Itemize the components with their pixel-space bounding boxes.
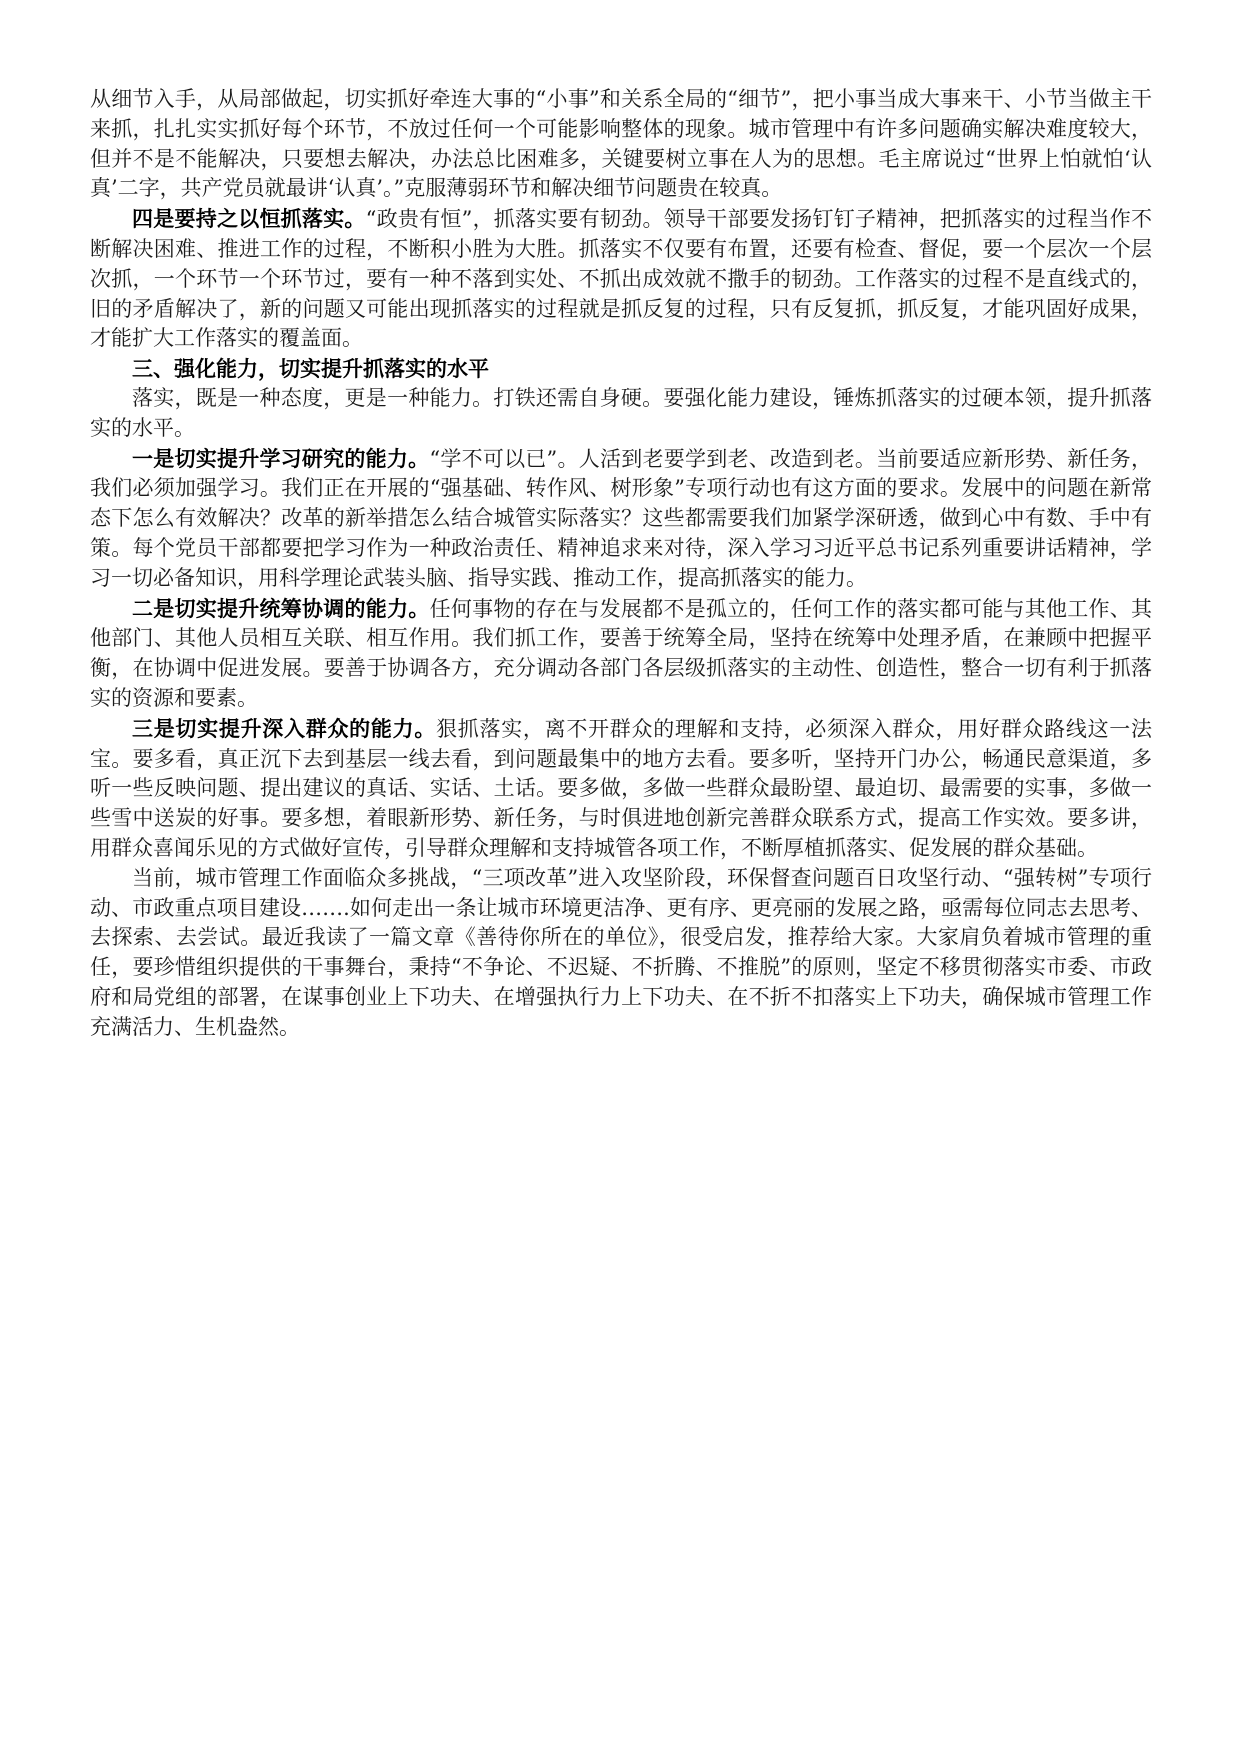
paragraph-point-three (90, 714, 1152, 864)
paragraph-continuation (90, 85, 1152, 204)
paragraph-section-intro (90, 384, 1152, 444)
paragraph-text: 狠抓落实，离不开群众的理解和支持，必须深入群众，用好群众路线这一法宝。要多看，真正沉下去到基层一线去看，到问题最集中的地方去看。要多听，坚持开门办公，畅通民意渠道，多听一些反映问题、提出建议的真话、实话、土话。要多做，多做一些群众最盼望、最迫切、最需要的实事，多做一些雪中送炭的好事。要多想，着眼新形势、新任务，与时俱进地创新完善群众联系方式，提高工作实效。要多讲，用群众喜闻乐见的方式做好宣传，引导群众理解和支持城管各项工作，不断厚植抓落实、促发展的群众基础。 (90, 716, 1153, 860)
paragraph-lead: 二是切实提升统筹协调的能力。 (132, 595, 430, 621)
paragraph-lead: 一是切实提升学习研究的能力。 (132, 445, 430, 471)
paragraph-closing (90, 864, 1152, 1043)
paragraph-point-four (90, 204, 1152, 354)
paragraph-lead: 三是切实提升深入群众的能力。 (132, 715, 437, 741)
section-heading: 三、强化能力，切实提升抓落实的水平 (132, 356, 489, 382)
paragraph-point-one (90, 444, 1152, 594)
document-page (90, 85, 1152, 1043)
paragraph-lead: 四是要持之以恒抓落实。 (132, 206, 366, 232)
paragraph-text: “政贵有恒”，抓落实要有韧劲。领导干部要发扬钉钉子精神，把抓落实的过程当作不断解决困难、推进工作的过程，不断积小胜为大胜。抓落实不仅要有布置，还要有检查、督促，要一个层次一个层次抓，一个环节一个环节过，要有一种不落到实处、不抓出成效就不撒手的韧劲。工作落实的过程不是直线式的，旧的矛盾解决了，新的问题又可能出现抓落实的过程就是抓反复的过程，只有反复抓，抓反复，才能巩固好成果，才能扩大工作落实的覆盖面。 (90, 207, 1153, 351)
paragraph-text: 从细节入手，从局部做起，切实抓好牵连大事的“小事”和关系全局的“细节”，把小事当成大事来干、小节当做主干来抓，扎扎实实抓好每个环节，不放过任何一个可能影响整体的现象。城市管理中有许多问题确实解决难度较大，但并不是不能解决，只要想去解决，办法总比困难多，关键要树立事在人为的思想。毛主席说过“世界上怕就怕‘认真’二字，共产党员就最讲‘认真’。”克服薄弱环节和解决细节问题贵在较真。 (90, 87, 1152, 201)
paragraph-text: 落实，既是一种态度，更是一种能力。打铁还需自身硬。要强化能力建设，锤炼抓落实的过硬本领，提升抓落实的水平。 (90, 385, 1152, 440)
paragraph-text: 当前，城市管理工作面临众多挑战，“三项改革”进入攻坚阶段，环保督查问题百日攻坚行动、“强转树”专项行动、市政重点项目建设…….如何走出一条让城市环境更洁净、更有序、更亮丽的发展之路，亟需每位同志去思考、去探索、去尝试。最近我读了一篇文章《善待你所在的单位》，很受启发，推荐给大家。大家肩负着城市管理的重任，要珍惜组织提供的干事舞台，秉持“不争论、不迟疑、不折腾、不推脱”的原则，坚定不移贯彻落实市委、市政府和局党组的部署，在谋事创业上下功夫、在增强执行力上下功夫、在不折不扣落实上下功夫，确保城市管理工作充满活力、生机盎然。 (90, 865, 1152, 1039)
paragraph-text: “学不可以已”。人活到老要学到老、改造到老。当前要适应新形势、新任务，我们必须加强学习。我们正在开展的“强基础、转作风、树形象”专项行动也有这方面的要求。发展中的问题在新常态下怎么有效解决？改革的新举措怎么结合城管实际落实？这些都需要我们加紧学深研透，做到心中有数、手中有策。每个党员干部都要把学习作为一种政治责任、精神追求来对待，深入学习习近平总书记系列重要讲话精神，学习一切必备知识，用科学理论武装头脑、指导实践、推动工作，提高抓落实的能力。 (90, 446, 1153, 590)
paragraph-text: 任何事物的存在与发展都不是孤立的，任何工作的落实都可能与其他工作、其他部门、其他人员相互关联、相互作用。我们抓工作，要善于统筹全局，坚持在统筹中处理矛盾，在兼顾中把握平衡，在协调中促进发展。要善于协调各方，充分调动各部门各层级抓落实的主动性、创造性，整合一切有利于抓落实的资源和要素。 (90, 596, 1153, 710)
paragraph-point-two (90, 594, 1152, 714)
